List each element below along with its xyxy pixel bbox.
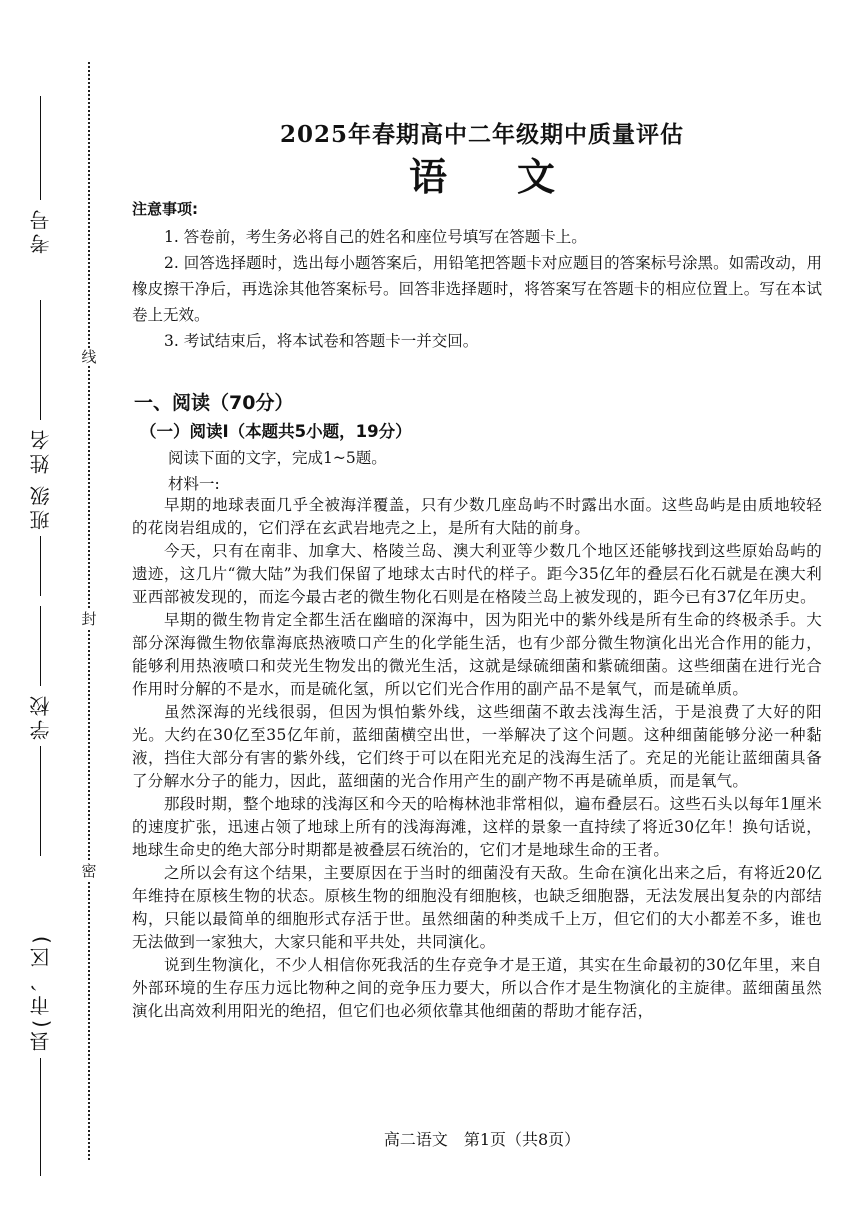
seal-mark-dense: 密	[81, 862, 97, 880]
seal-mark-seal: 封	[81, 610, 97, 628]
exam-title: 2025年春期高中二年级期中质量评估	[279, 121, 684, 148]
subject-title: 语文	[408, 154, 625, 199]
notice-list	[132, 224, 822, 354]
exam-page	[132, 0, 832, 1227]
county-label: 县(市、区)	[28, 932, 53, 1052]
notice-item: 1. 答卷前，考生务必将自己的姓名和座位号填写在答题卡上。	[164, 228, 587, 246]
material-label: 材料一:	[168, 475, 220, 493]
passage-paragraph: 那段时期，整个地球的浅海区和今天的哈梅林池非常相似，遍布叠层石。这些石头以每年1厘米的速度扩张，迅速占领了地球上所有的浅海海滩，这样的景象一直持续了将近30亿年！换句话说，地球生命史的绝大部分时期都是被叠层石统治的，它们才是地球生命的王者。	[132, 795, 822, 859]
page-footer: 高二语文 第1页（共8页）	[383, 1130, 581, 1149]
name-field[interactable]	[20, 300, 60, 480]
passage-paragraph: 虽然深海的光线很弱，但因为惧怕紫外线，这些细菌不敢去浅海生活，于是浪费了大好的阳光。大约在30亿至35亿年前，蓝细菌横空出世，一举解决了这个问题。这种细菌能够分泌一种黏液，挡住大部分有害的紫外线，它们终于可以在阳光充足的浅海生活了。充足的光能让蓝细菌具备了分解水分子的能力，因此，蓝细菌的光合作用产生的副产物不再是硫单质，而是氧气。	[132, 703, 822, 790]
class-label: 班级	[28, 482, 53, 530]
passage-paragraph: 说到生物演化，不少人相信你死我活的生存竞争才是王道，其实在生命最初的30亿年里，来自外部环境的生存压力远比物种之间的竞争压力要大，所以合作才是生物演化的主旋律。蓝细菌虽然演化出高效利用阳光的绝招，但它们也必须依靠其他细菌的帮助才能存活，	[132, 956, 822, 1020]
county-field[interactable]	[20, 926, 60, 1176]
exam-number-line	[40, 96, 41, 200]
name-label: 姓名	[28, 426, 53, 474]
passage-paragraph: 之所以会有这个结果，主要原因在于当时的细菌没有天敌。生命在演化出来之后，有将近20亿年维持在原核生物的状态。原核生物的细胞没有细胞核，也缺乏细胞器，无法发展出复杂的内部结构，只能以最简单的细胞形式存活于世。虽然细菌的种类成千上万，但它们的大小都差不多，谁也无法做到一家独大，大家只能和平共处，共同演化。	[132, 864, 822, 951]
class-line	[40, 536, 41, 596]
reading-instruction: 阅读下面的文字，完成1~5题。	[168, 449, 387, 467]
passage-paragraph: 早期的地球表面几乎全被海洋覆盖，只有少数几座岛屿不时露出水面。这些岛屿是由质地较轻的花岗岩组成的，它们浮在玄武岩地壳之上，是所有大陆的前身。	[132, 496, 822, 537]
passage-paragraph: 早期的微生物肯定全都生活在幽暗的深海中，因为阳光中的紫外线是所有生命的终极杀手。大部分深海微生物依靠海底热液喷口产生的化学能生活，也有少部分微生物演化出光合作用的能力，能够利用热液喷口和荧光生物发出的微光生活，这就是绿硫细菌和紫硫细菌。这些细菌在进行光合作用时分解的不是水，而是硫化氢，所以它们光合作用的副产品不是氧气，而是硫单质。	[132, 611, 822, 698]
name-line	[40, 300, 41, 420]
exam-number-label: 考号	[28, 206, 53, 254]
reading-passage	[132, 494, 822, 1023]
school-field[interactable]	[20, 606, 60, 856]
notice-item: 2. 回答选择题时，选出每小题答案后，用铅笔把答题卡对应题目的答案标号涂黑。如需改动，用橡皮擦干净后，再选涂其他答案标号。回答非选择题时，将答案写在答题卡的相应位置上。写在本试卷上无效。	[132, 254, 822, 324]
class-field[interactable]	[20, 476, 60, 596]
section-heading: 一、阅读（70分）	[134, 392, 294, 414]
county-line	[40, 1058, 41, 1176]
school-line-top	[40, 606, 41, 686]
notice-item: 3. 考试结束后，将本试卷和答题卡一并交回。	[164, 332, 479, 350]
exam-number-field[interactable]	[20, 96, 60, 260]
subsection-heading: （一）阅读Ⅰ（本题共5小题，19分）	[140, 422, 412, 441]
school-line-bottom	[40, 746, 41, 856]
school-label: 学校	[28, 692, 53, 740]
passage-paragraph: 今天，只有在南非、加拿大、格陵兰岛、澳大利亚等少数几个地区还能够找到这些原始岛屿的遗迹，这几片“微大陆”为我们保留了地球太古时代的样子。距今35亿年的叠层石化石就是在澳大利亚西部被发现的，而迄今最古老的微生物化石则是在格陵兰岛上被发现的，距今已有37亿年历史。	[132, 542, 822, 606]
seal-mark-line: 线	[81, 348, 97, 366]
notice-heading: 注意事项:	[132, 200, 198, 218]
